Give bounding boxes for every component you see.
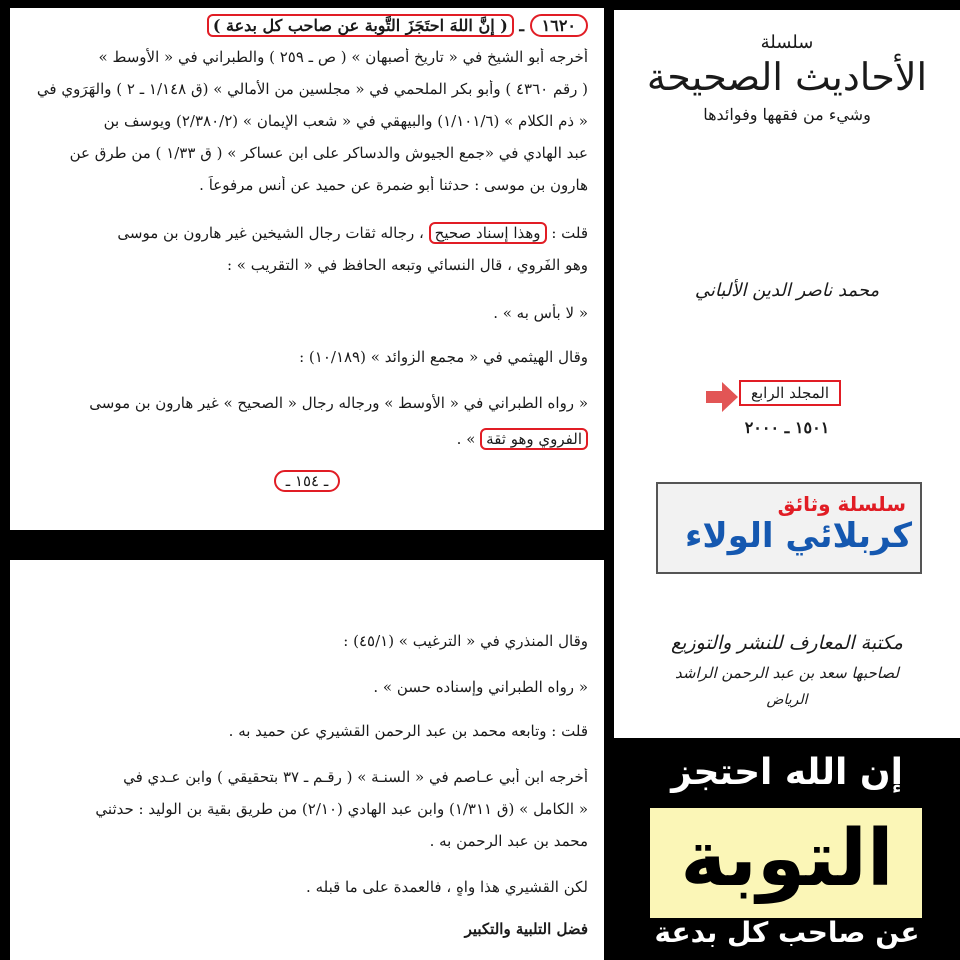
caption-line-1: إن الله احتجز (671, 752, 903, 793)
text-line: « لا بأس به » . (493, 304, 588, 322)
text-line: وقال الهيثمي في « مجمع الزوائد » (١٠/١٨٩) : (299, 348, 588, 366)
caption-line-2: التوبة (680, 814, 894, 904)
text-line: عبد الهادي في «جمع الجيوش والدساكر على ابن عساكر » ( ق ١/٣٣ ) من طرق عن (69, 144, 588, 162)
farwi-end: » . (456, 430, 476, 448)
text-line: قلت : وتابعه محمد بن عبد الرحمن القشيري عن حميد به . (228, 722, 588, 740)
qultu-prefix: قلت : (551, 224, 588, 242)
hadith-heading: ١٦٢٠ ـ ( إنَّ اللهَ احتَجَزَ التَّوبة عن صاحب كل بدعة ) (22, 14, 588, 37)
text-line: محمد بن عبد الرحمن به . (429, 832, 588, 850)
qultu-line (22, 222, 588, 244)
text-line: أخرجه ابن أبي عـاصم في « السنـة » ( رقـم ـ ٣٧ بتحقيقي ) وابن عـدي في (123, 768, 588, 786)
book-subtitle: وشيء من فقهها وفوائدها (703, 105, 871, 124)
farwi-line (22, 428, 588, 450)
author-name: محمد ناصر الدين الألباني (694, 280, 880, 301)
page-number: ـ ١٥٤ ـ (274, 470, 341, 492)
caption-line-3: عن صاحب كل بدعة (654, 916, 920, 949)
volume-label: المجلد الرابع (739, 380, 841, 406)
book-cover (614, 10, 960, 738)
book-title: الأحاديث الصحيحة (646, 55, 928, 99)
text-line: لكن القشيري هذا واهٍ ، فالعمدة على ما قبله . (306, 878, 588, 896)
isnad-sahih-highlight: وهذا إسناد صحيح (429, 222, 547, 244)
text-line: « رواه الطبراني في « الأوسط » ورجاله رجال « الصحيح » غير هارون بن موسى (89, 394, 588, 412)
section-heading: فضل التلبية والتكبير (464, 920, 588, 938)
series-label: سلسلة (760, 32, 814, 53)
text-line: ( رقم ٤٣٦٠ ) وأبو بكر الملحمي في « مجلسين من الأمالي » (ق ١/١٤٨ ـ ٢ ) والهَرَوي في (36, 80, 588, 98)
text-line: هارون بن موسى : حدثنا أبو ضمرة عن حميد عن أنس مرفوعاً . (199, 176, 588, 194)
publisher-owner: لصاحبها سعد بن عبد الرحمن الراشد (675, 664, 899, 682)
text-line: « رواه الطبراني وإسناده حسن » . (373, 678, 588, 696)
red-arrow-icon (706, 382, 738, 412)
text-line: « الكامل » (ق ١/٣١١) وابن عبد الهادي (٢/١٠) من طريق بقية بن الوليد : حدثني (95, 800, 588, 818)
cover-title-block (614, 32, 960, 124)
publisher-name: مكتبة المعارف للنشر والتوزيع (671, 632, 903, 654)
top-book-page (10, 8, 604, 530)
farwi-thiqa-highlight: الفروي وهو ثقة (480, 428, 588, 450)
page-number-row (10, 470, 604, 492)
text-line: وقال المنذري في « الترغيب » (٤٥/١) : (343, 632, 588, 650)
page-number-value: ١٥٤ (294, 472, 320, 490)
text-line: وهو الفَروي ، قال النسائي وتبعه الحافظ في « التقريب » : (226, 256, 588, 274)
volume-range: ١٥٠١ ـ ٢٠٠٠ (744, 418, 830, 437)
caption-overlay (614, 740, 960, 960)
text-line: « ذم الكلام » (١/١٠١/٦) والبيهقي في « شعب الإيمان » (٢/٣٨٠/٢) ويوسف بن (103, 112, 588, 130)
watermark-logo (656, 482, 922, 574)
text-line: أخرجه أبو الشيخ في « تاريخ أصبهان » ( ص ـ ٢٥٩ ) والطبراني في « الأوسط » (98, 48, 588, 66)
bottom-book-page (10, 560, 604, 960)
hadith-title: ( إنَّ اللهَ احتَجَزَ التَّوبة عن صاحب كل بدعة ) (207, 14, 514, 37)
hadith-number: ١٦٢٠ (530, 14, 588, 37)
publisher-city: الرياض (766, 692, 808, 708)
logo-main-text: كربلائي الولاء (685, 516, 912, 556)
logo-series-text: سلسلة وثائق (777, 492, 906, 516)
qultu-rest: ، رجاله ثقات رجال الشيخين غير هارون بن موسى (117, 224, 424, 242)
